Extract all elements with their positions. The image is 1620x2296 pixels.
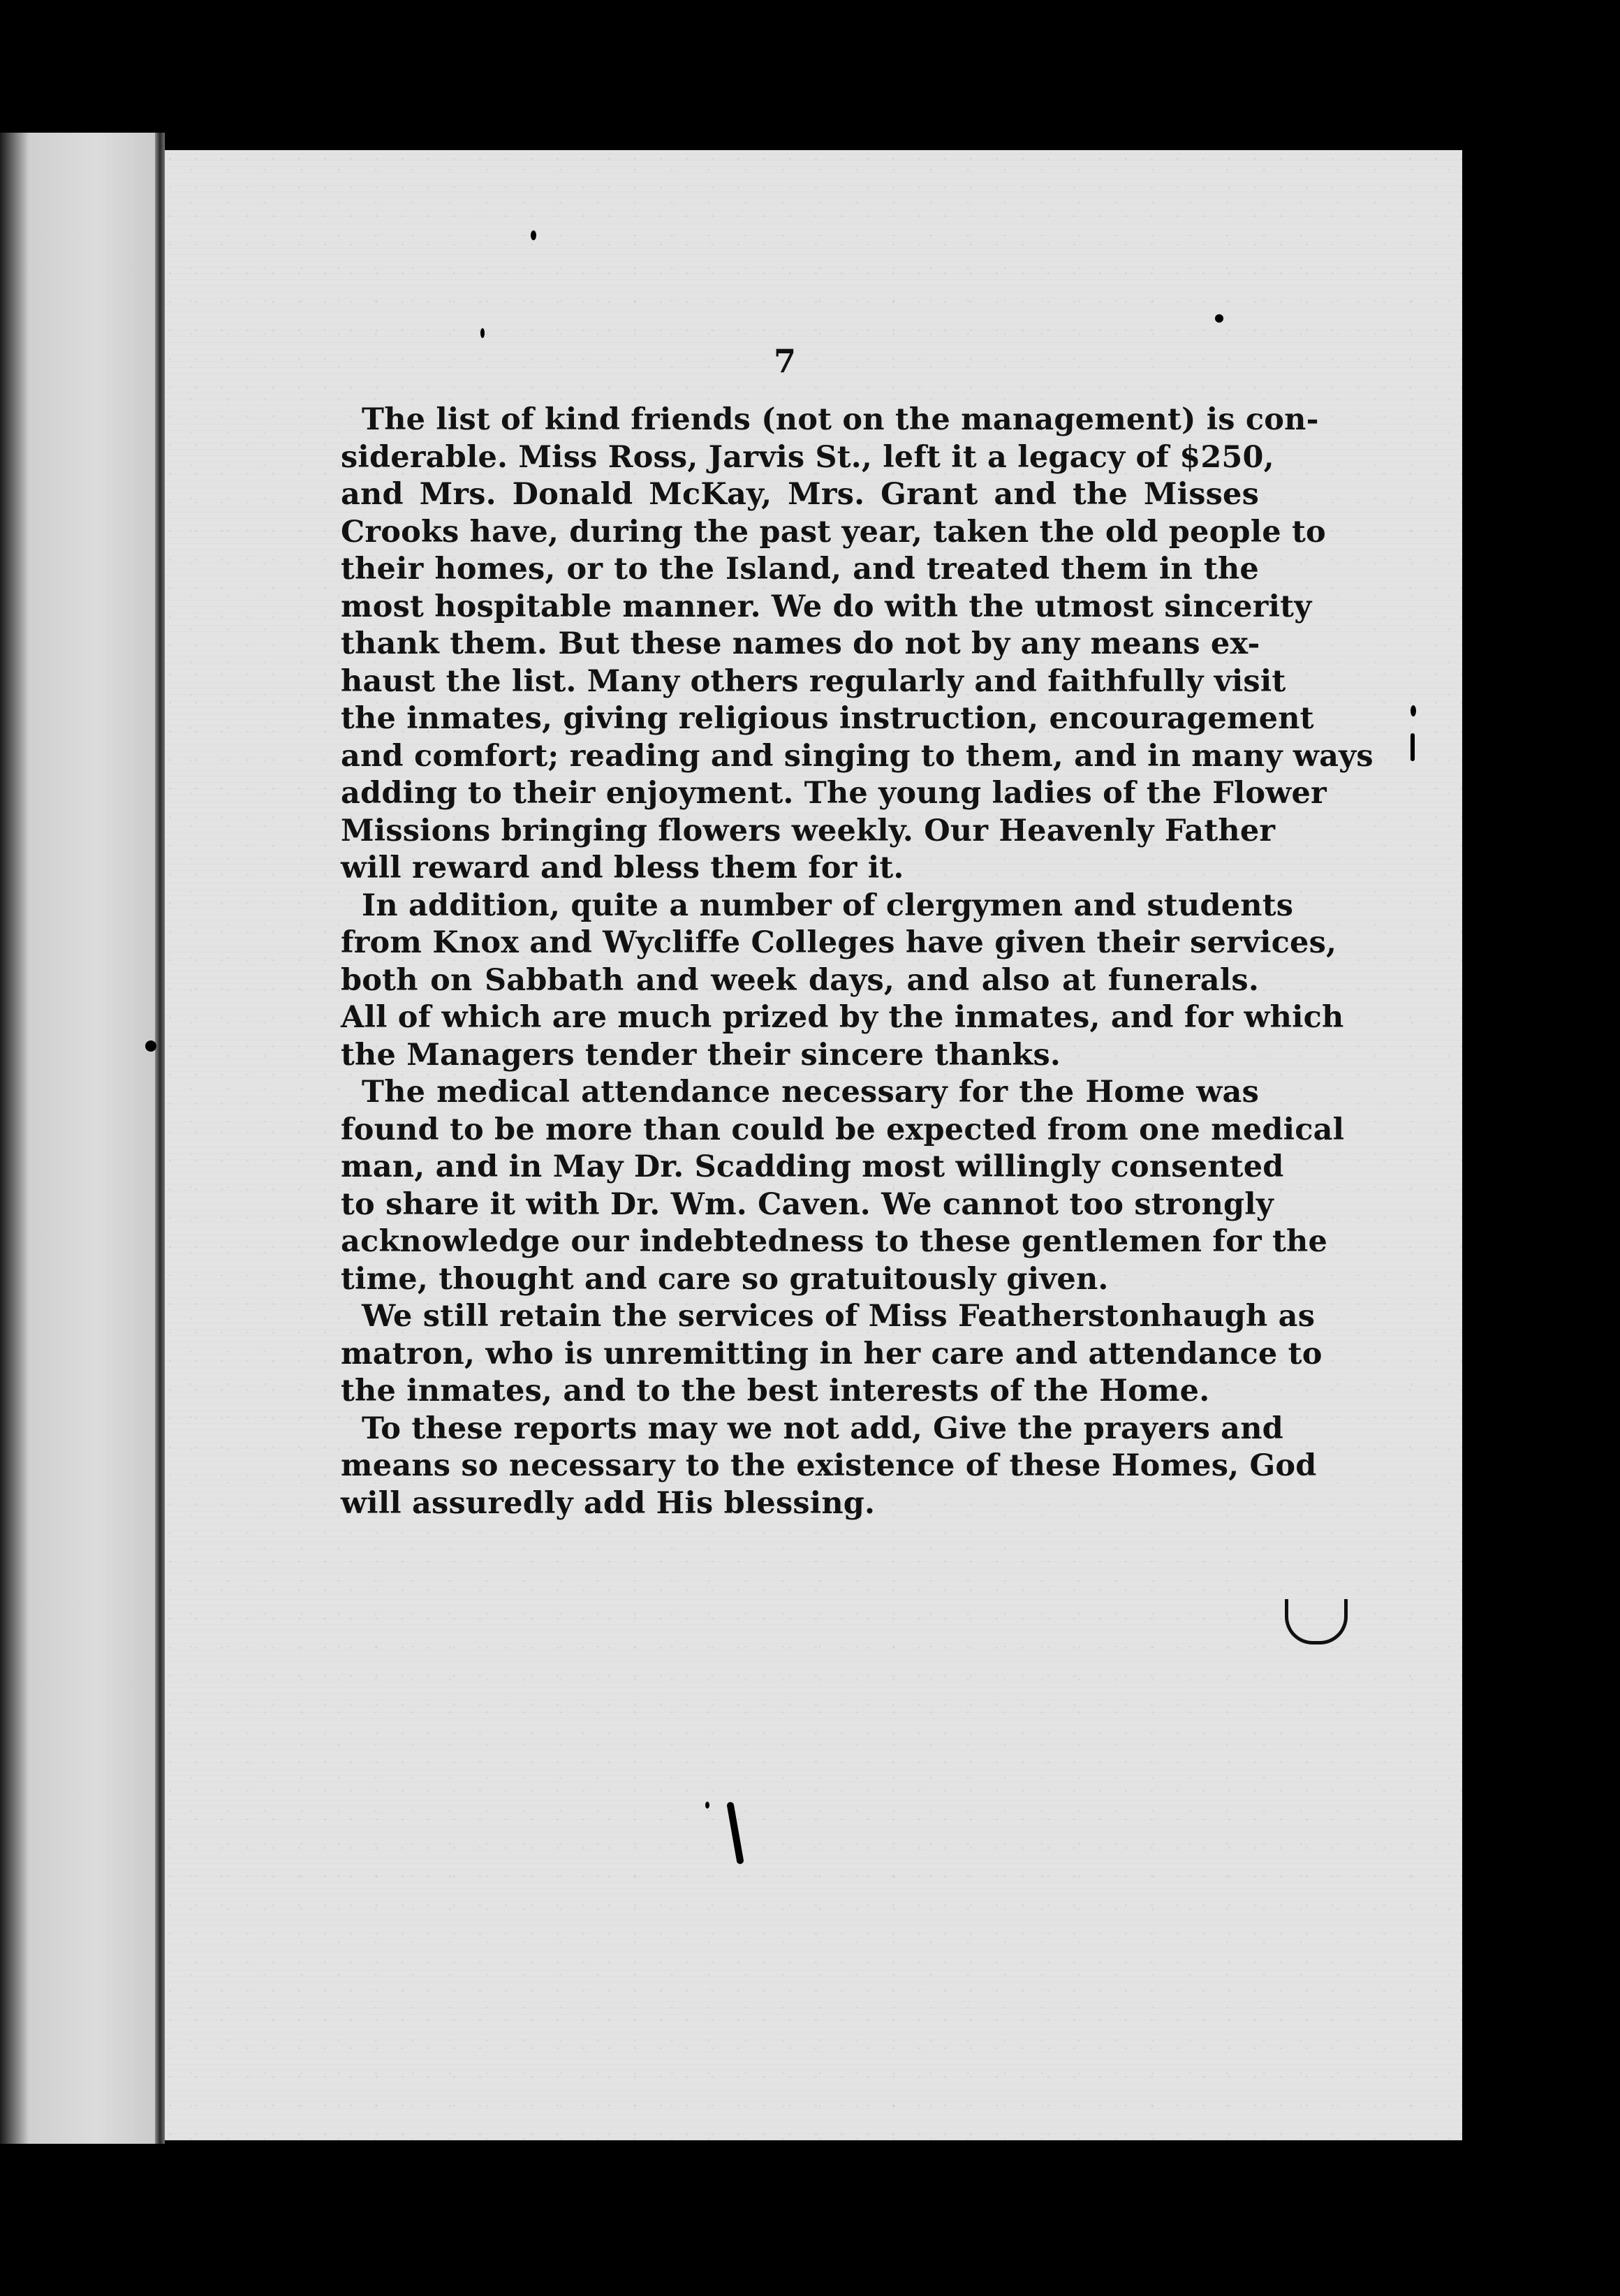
text-line: and Mrs. Donald McKay, Mrs. Grant and the Misses [341, 477, 1259, 512]
text-line: To these reports may we not add, Give the prayers and [362, 1411, 1283, 1446]
text-line: All of which are much prized by the inmates, and for which [341, 1000, 1344, 1035]
page-number: 7 [773, 342, 796, 380]
text-line: found to be more than could be expected from one medical [341, 1112, 1345, 1147]
text-line: and comfort; reading and singing to them, and in many ways [341, 738, 1374, 774]
scan-speck [705, 1802, 709, 1809]
text-line: siderable. Miss Ross, Jarvis St., left it a legacy of $250, [341, 439, 1274, 475]
text-line: their homes, or to the Island, and treated them in the [341, 552, 1259, 587]
text-line: means so necessary to the existence of these Homes, God [341, 1448, 1317, 1483]
text-line: matron, who is unremitting in her care and attendance to [341, 1336, 1323, 1371]
text-line: haust the list. Many others regularly and faithfully visit [341, 663, 1286, 699]
body-text [341, 402, 1374, 1522]
text-line: the Managers tender their sincere thanks. [341, 1037, 1061, 1073]
paragraph [341, 888, 1344, 1075]
text-line: will reward and bless them for it. [341, 851, 904, 885]
scan-speck [531, 230, 536, 240]
text-line: man, and in May Dr. Scadding most willingly consented [341, 1149, 1284, 1184]
scan-speck [1411, 733, 1415, 761]
text-line: Crooks have, during the past year, taken the old people to [341, 514, 1326, 550]
book-gutter [155, 133, 165, 2144]
text-line: most hospitable manner. We do with the utmost sincerity [341, 589, 1312, 624]
paragraph [341, 1074, 1345, 1298]
text-line: will assuredly add His blessing. [341, 1485, 876, 1521]
text-line: time, thought and care so gratuitously given. [341, 1261, 1109, 1297]
text-line: the inmates, giving religious instruction, encouragement [341, 701, 1314, 736]
paragraph [341, 402, 1374, 888]
text-line: In addition, quite a number of clergymen and students [362, 888, 1294, 923]
text-line: The list of kind friends (not on the management) is con- [362, 402, 1319, 437]
text-line: both on Sabbath and week days, and also at funerals. [341, 962, 1259, 998]
scan-speck [145, 1040, 156, 1052]
text-line: to share it with Dr. Wm. Caven. We cannot too strongly [341, 1186, 1274, 1222]
text-line: thank them. But these names do not by any means ex- [341, 626, 1260, 661]
text-line: The medical attendance necessary for the Home was [362, 1075, 1259, 1110]
text-line: We still retain the services of Miss Featherstonhaugh as [362, 1299, 1316, 1334]
text-line: Missions bringing flowers weekly. Our Heavenly Father [341, 813, 1276, 848]
left-page-edge [0, 133, 161, 2144]
scan-speck [1411, 705, 1416, 716]
text-line: the inmates, and to the best interests of the Home. [341, 1374, 1210, 1408]
text-line: adding to their enjoyment. The young ladies of the Flower [341, 776, 1327, 811]
scan-speck [1215, 314, 1223, 323]
text-line: from Knox and Wycliffe Colleges have given their services, [341, 925, 1337, 960]
paragraph [341, 1298, 1323, 1411]
text-line: acknowledge our indebtedness to these gentlemen for the [341, 1224, 1328, 1259]
paragraph [341, 1411, 1317, 1523]
scan-speck [480, 328, 485, 338]
